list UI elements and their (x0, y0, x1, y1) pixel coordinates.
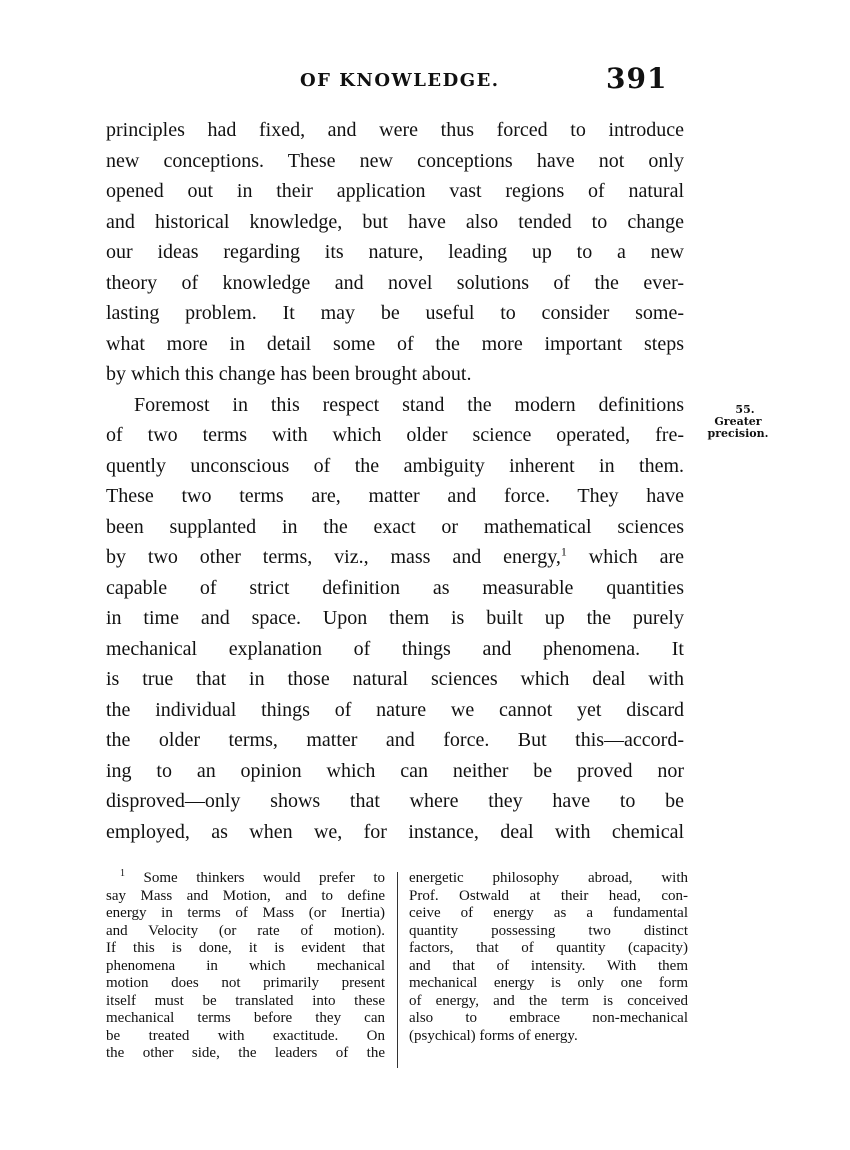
running-title: OF KNOWLEDGE. (300, 70, 500, 91)
footnote-line: mechanical energy is only one form (409, 975, 688, 991)
footnote-line: itself must be translated into these (106, 992, 385, 1009)
text-line: mechanical explanation of things and phenomena. It (106, 637, 684, 660)
text-line: the older terms, matter and force. But this—accord- (106, 729, 684, 751)
footnote-line: energetic philosophy abroad, with (409, 870, 688, 886)
footnote-line: motion does not primarily present (106, 975, 385, 991)
text-line: opened out in their application vast regions of natural (106, 180, 684, 202)
footnote-line: and that of intensity. With them (409, 957, 688, 974)
footnote-line: factors, that of quantity (capacity) (409, 940, 688, 956)
main-text (106, 115, 684, 847)
text-line: disproved—only shows that where they have to be (106, 790, 684, 812)
text-line: what more in detail some of the more important steps (106, 332, 684, 355)
text-line: by which this change has been brought about. (106, 363, 472, 385)
margin-note (703, 404, 773, 440)
page-number: 391 (606, 62, 668, 95)
text-line: quently unconscious of the ambiguity inherent in them. (106, 454, 684, 477)
footnote-line: the other side, the leaders of the (106, 1045, 385, 1061)
footnote-line: energy in terms of Mass (or Inertia) (106, 905, 385, 921)
footnote-line: phenomena in which mechanical (106, 957, 385, 974)
footnote-line: and Velocity (or rate of motion). (106, 922, 385, 939)
text-line: These two terms are, matter and force. They have (106, 485, 684, 507)
footnote-line: (psychical) forms of energy. (409, 1027, 578, 1044)
margin-note-text: Greater (714, 415, 762, 428)
footnote-line: of energy, and the term is conceived (409, 992, 688, 1009)
text-line: of two terms with which older science operated, fre- (106, 424, 684, 446)
footnote-text: Some thinkers would prefer to (143, 870, 386, 886)
text-fragment: by two other terms, viz., mass and energy, (106, 546, 561, 568)
text-line-with-footnote-ref (106, 542, 684, 573)
text-line: our ideas regarding its nature, leading up to a new (106, 241, 684, 263)
text-line: Foremost in this respect stand the modern definitions (134, 393, 684, 416)
text-line: the individual things of nature we cannot yet discard (106, 698, 684, 721)
text-line: employed, as when we, for instance, deal with chemical (106, 820, 684, 843)
running-header (0, 62, 850, 102)
text-line: been supplanted in the exact or mathematical sciences (106, 515, 684, 538)
text-line: and historical knowledge, but have also tended to change (106, 210, 684, 233)
footnote-column-left (106, 870, 385, 1063)
text-line: is true that in those natural sciences which deal with (106, 668, 684, 690)
footnote-column-right (409, 870, 688, 1045)
margin-note-number: 55. (735, 403, 755, 416)
text-line: lasting problem. It may be useful to consider some- (106, 302, 684, 324)
footnote-line: say Mass and Motion, and to define (106, 887, 385, 904)
text-fragment: which are (566, 546, 684, 568)
footnote-reference: 1 (560, 544, 567, 559)
footnote-line: If this is done, it is evident that (106, 940, 385, 956)
footnote-line: quantity possessing two distinct (409, 922, 688, 939)
text-line: capable of strict definition as measurable quantities (106, 576, 684, 599)
footnote-marker: 1 (120, 868, 125, 879)
footnote-line: also to embrace non-mechanical (409, 1010, 688, 1026)
footnote-line: ceive of energy as a fundamental (409, 905, 688, 921)
text-line: in time and space. Upon them is built up the purely (106, 607, 684, 629)
text-line: new conceptions. These new conceptions have not only (106, 149, 684, 172)
margin-note-text: precision. (707, 427, 769, 440)
text-line: theory of knowledge and novel solutions of the ever- (106, 271, 684, 294)
text-line: ing to an opinion which can neither be proved nor (106, 759, 684, 782)
footnote-line (106, 870, 385, 888)
footnote-line: be treated with exactitude. On (106, 1027, 385, 1044)
text-line: principles had fixed, and were thus forced to introduce (106, 119, 684, 141)
footnote-column-divider (397, 872, 398, 1068)
footnote-line: Prof. Ostwald at their head, con- (409, 887, 688, 904)
footnote-line: mechanical terms before they can (106, 1010, 385, 1026)
